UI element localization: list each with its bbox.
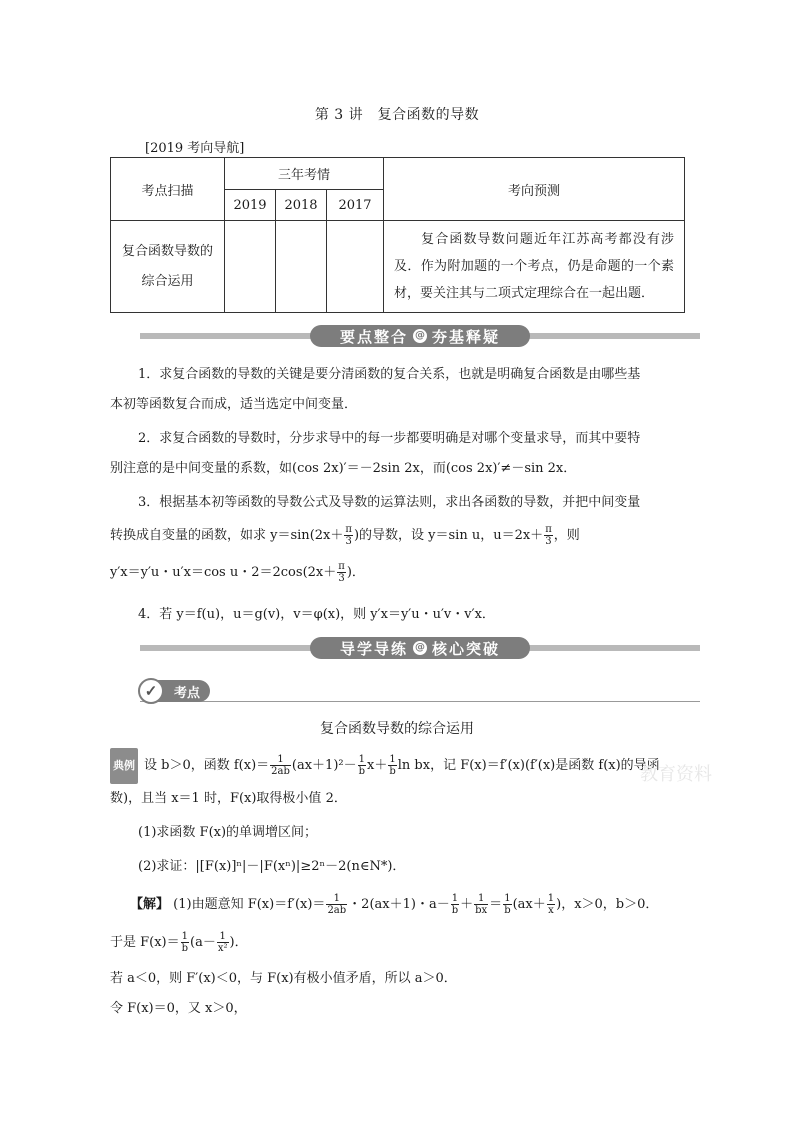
checkmark-icon: ✓ — [138, 678, 164, 704]
point-1-line-2: 本初等函数复合而成，适当选定中间变量． — [110, 397, 358, 412]
point-3-line-2: 转换成自变量的函数，如求 y＝sin(2x＋ $\frac{\pi}{3}$ )的导数，设 y＝sin u，u＝2x＋ $\frac{\pi}{3}$ ，则 — [110, 524, 580, 547]
example-line-1: 典例 设 b＞0，函数 f(x)＝ $\frac{1}{2ab}$ (ax＋1)²－ $\frac{1}{b}$ x＋ $\frac{1}{b}$ ln bx，记 F(x)＝f′(x)(f′(x)是函数 f(x)的导函 — [110, 748, 700, 784]
fraction: $\frac{1}{x}$ — [547, 893, 555, 916]
empty-cell-2019 — [225, 221, 276, 313]
point-4-text: 4．若 y＝f(u)，u＝g(v)，v＝φ(x)，则 y′x＝y′u・u′v・v′x． — [138, 607, 495, 622]
example-line-2: 数)，且当 x＝1 时，F(x)取得极小值 2． — [110, 791, 347, 806]
fraction: $\frac{1}{b}$ — [504, 893, 511, 916]
solution-line-1: 【解】 (1)由题意知 F(x)＝f′(x)＝ $\frac{1}{2ab}$ ・2(ax＋1)・a－ $\frac{1}{b}$ ＋ $\frac{1}{bx}$ ＝ $\frac{1}{b}$ (ax＋ $\frac{1}{x}$ )，x＞0，b＞0． — [130, 893, 659, 916]
point-2 — [110, 424, 700, 484]
kaodian-header — [140, 680, 700, 702]
watermark: 教育资料 — [640, 764, 712, 785]
point-3-line-1: 3．根据基本初等函数的导数公式及导数的运算法则，求出各函数的导数，并把中间变量 — [138, 495, 641, 510]
banner-pill — [310, 637, 530, 659]
question-1: (1)求函数 F(x)的单调增区间； — [138, 825, 318, 840]
topic-line-2: 综合运用 — [141, 273, 194, 289]
fraction: $\frac{1}{\text{x²}}$ — [217, 931, 228, 954]
fraction: $\frac{1}{2ab}$ — [327, 893, 347, 916]
example-problem — [110, 748, 700, 1024]
point-4 — [110, 600, 700, 630]
point-2-line-2: 别注意的是中间变量的系数，如(cos 2x)′＝－2sin 2x，而(cos 2x)′≠－sin 2x． — [110, 461, 577, 476]
page-title: 第 3 讲 复合函数的导数 — [314, 107, 480, 123]
header-years: 三年考情 — [225, 158, 384, 190]
solution-line-3: 若 a＜0，则 F′(x)＜0，与 F(x)有极小值矛盾，所以 a＞0． — [110, 971, 457, 986]
fraction: $\frac{1}{b}$ — [358, 754, 366, 777]
topic-cell — [111, 221, 225, 313]
fraction: $\frac{1}{b}$ — [389, 754, 396, 777]
at-badge-icon: @ — [415, 330, 425, 341]
pi-over-3: $\frac{\pi}{3}$ — [345, 524, 352, 547]
question-2: (2)求证：|[F(x)]ⁿ|－|F(xⁿ)|≥2ⁿ－2(n∈N*)． — [138, 859, 406, 874]
fraction: $\frac{1}{b}$ — [181, 931, 189, 954]
year-2019: 2019 — [225, 190, 276, 221]
banner-right-text: 核心突破 — [432, 639, 501, 658]
kaodian-rule — [140, 701, 700, 702]
year-2017: 2017 — [327, 190, 384, 221]
solution-tag: 【解】 — [130, 897, 170, 912]
forecast-cell — [384, 221, 685, 313]
pi-over-3: $\frac{\pi}{3}$ — [338, 561, 345, 584]
banner-left-text: 导学导练 — [339, 639, 408, 658]
pi-over-3: $\frac{\pi}{3}$ — [545, 524, 552, 547]
example-tag: 典例 — [110, 748, 138, 784]
solution-line-4: 令 F(x)＝0，又 x＞0， — [110, 1001, 247, 1016]
banner-left-text: 要点整合 — [339, 327, 408, 346]
point-1-line-1: 1．求复合函数的导数的关键是要分清函数的复合关系，也就是明确复合函数是由哪些基 — [138, 367, 641, 382]
fraction: $\frac{1}{2ab}$ — [271, 754, 290, 777]
empty-cell-2018 — [276, 221, 327, 313]
topic-line-1: 复合函数导数的 — [121, 243, 213, 259]
header-topic: 考点扫描 — [111, 158, 225, 221]
empty-cell-2017 — [327, 221, 384, 313]
point-1 — [110, 360, 700, 420]
point-2-line-1: 2．求复合函数的导数时，分步求导中的每一步都要明确是对哪个变量求导，而其中要特 — [138, 431, 641, 446]
section-banner-key-points — [140, 325, 700, 347]
fraction: $\frac{1}{bx}$ — [475, 893, 488, 916]
solution-line-2: 于是 F(x)＝ $\frac{1}{b}$ (a－ $\frac{1}{\text{x²}}$ )． — [110, 931, 248, 954]
kaodian-label: 考点 — [173, 685, 200, 701]
section-banner-guided-practice — [140, 637, 700, 659]
exam-scan-table — [110, 157, 685, 313]
fraction: $\frac{1}{b}$ — [451, 893, 459, 916]
header-forecast: 考向预测 — [384, 158, 685, 221]
at-badge-icon: @ — [415, 642, 425, 653]
banner-pill — [310, 325, 530, 347]
year-2018: 2018 — [276, 190, 327, 221]
forecast-text: 复合函数导数问题近年江苏高考都没有涉及．作为附加题的一个考点，仍是命题的一个素材，要关注其与二项式定理综合在一起出题． — [394, 232, 674, 301]
point-3-line-3: y′x＝y′u・u′x＝cos u・2＝2cos(2x＋ $\frac{\pi}{3}$ )． — [110, 561, 365, 584]
banner-right-text: 夯基释疑 — [432, 327, 501, 346]
section-subtitle: 复合函数导数的综合运用 — [320, 721, 474, 737]
point-3 — [110, 488, 700, 592]
nav-label: [2019 考向导航] — [145, 141, 245, 156]
